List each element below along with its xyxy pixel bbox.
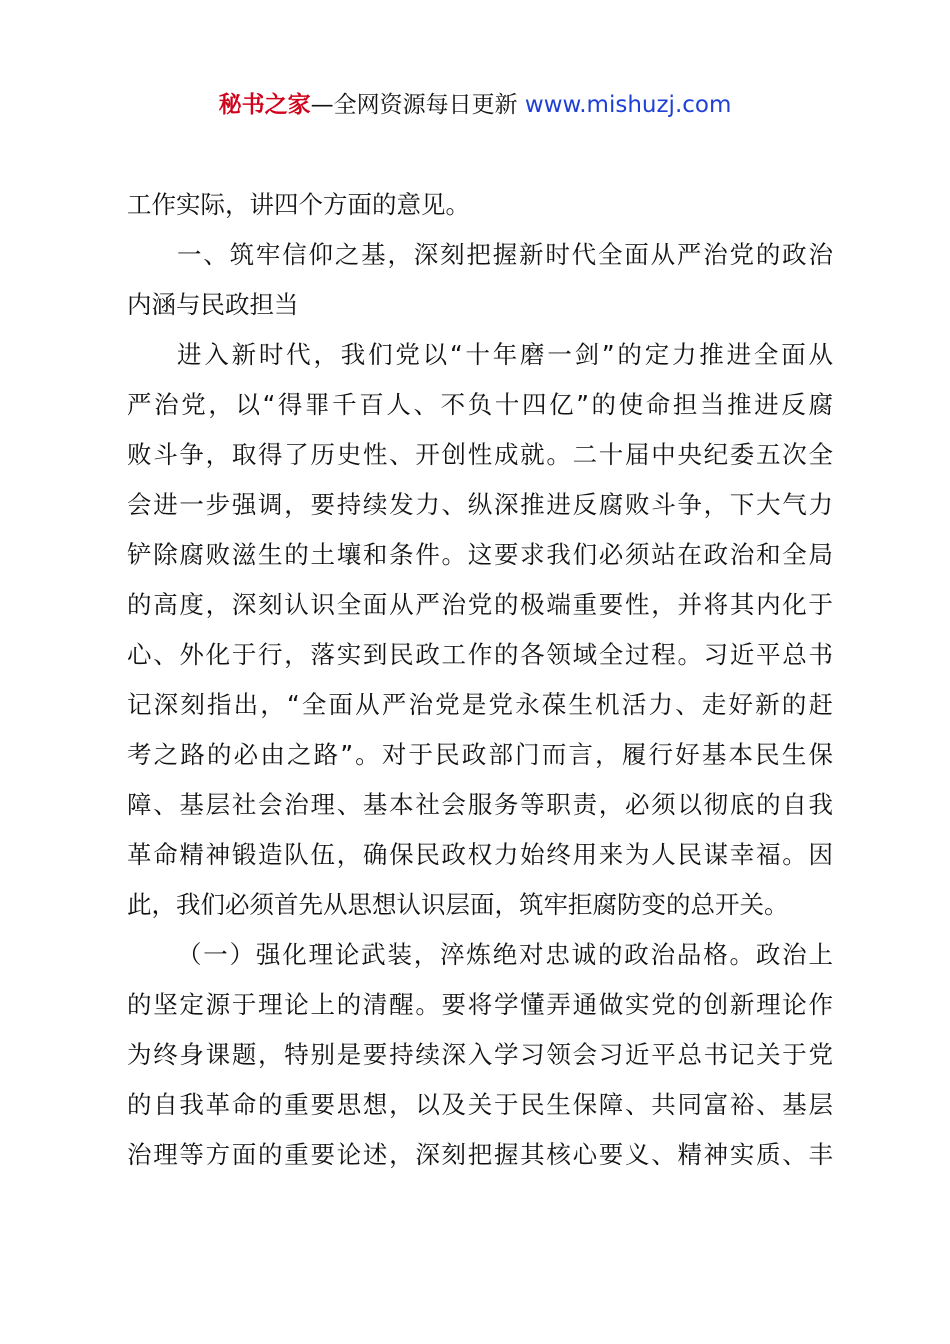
text-line: 为终身课题，特别是要持续深入学习领会习近平总书记关于党 [127, 1040, 833, 1069]
header-tagline: —全网资源每日更新 [310, 92, 518, 118]
text-line: 的坚定源于理论上的清醒。要将学懂弄通做实党的创新理论作 [127, 990, 833, 1019]
text-line: 治理等方面的重要论述，深刻把握其核心要义、精神实质、丰 [127, 1140, 833, 1169]
document-body [127, 180, 833, 1180]
text-line: 的高度，深刻认识全面从严治党的极端重要性，并将其内化于 [127, 590, 833, 619]
text-line: 工作实际，讲四个方面的意见。 [127, 190, 470, 219]
text-line: 败斗争，取得了历史性、开创性成就。二十届中央纪委五次全 [127, 440, 833, 469]
text-line: 进入新时代，我们党以“十年磨一剑”的定力推进全面从 [177, 340, 833, 369]
site-url-link[interactable]: www.mishuzj.com [524, 92, 732, 118]
text-line: 铲除腐败滋生的土壤和条件。这要求我们必须站在政治和全局 [127, 540, 833, 569]
section-heading-line: 一、筑牢信仰之基，深刻把握新时代全面从严治党的政治 [177, 240, 833, 269]
text-line: 考之路的必由之路”。对于民政部门而言，履行好基本民生保 [127, 740, 833, 769]
text-line: 记深刻指出，“全面从严治党是党永葆生机活力、走好新的赶 [127, 690, 833, 719]
text-line: 此，我们必须首先从思想认识层面，筑牢拒腐防变的总开关。 [127, 890, 789, 919]
text-line: 心、外化于行，落实到民政工作的各领域全过程。习近平总书 [127, 640, 833, 669]
site-header [0, 86, 950, 124]
text-line: 严治党，以“得罪千百人、不负十四亿”的使命担当推进反腐 [127, 390, 833, 419]
text-line: 的自我革命的重要思想，以及关于民生保障、共同富裕、基层 [127, 1090, 833, 1119]
brand-name: 秘书之家 [218, 92, 311, 118]
section-heading-line: 内涵与民政担当 [127, 290, 299, 319]
text-line: 会进一步强调，要持续发力、纵深推进反腐败斗争，下大气力 [127, 490, 833, 519]
text-line: 障、基层社会治理、基本社会服务等职责，必须以彻底的自我 [127, 790, 833, 819]
text-line: 革命精神锻造队伍，确保民政权力始终用来为人民谋幸福。因 [127, 840, 833, 869]
subsection-line: （一）强化理论武装，淬炼绝对忠诚的政治品格。政治上 [177, 940, 833, 969]
